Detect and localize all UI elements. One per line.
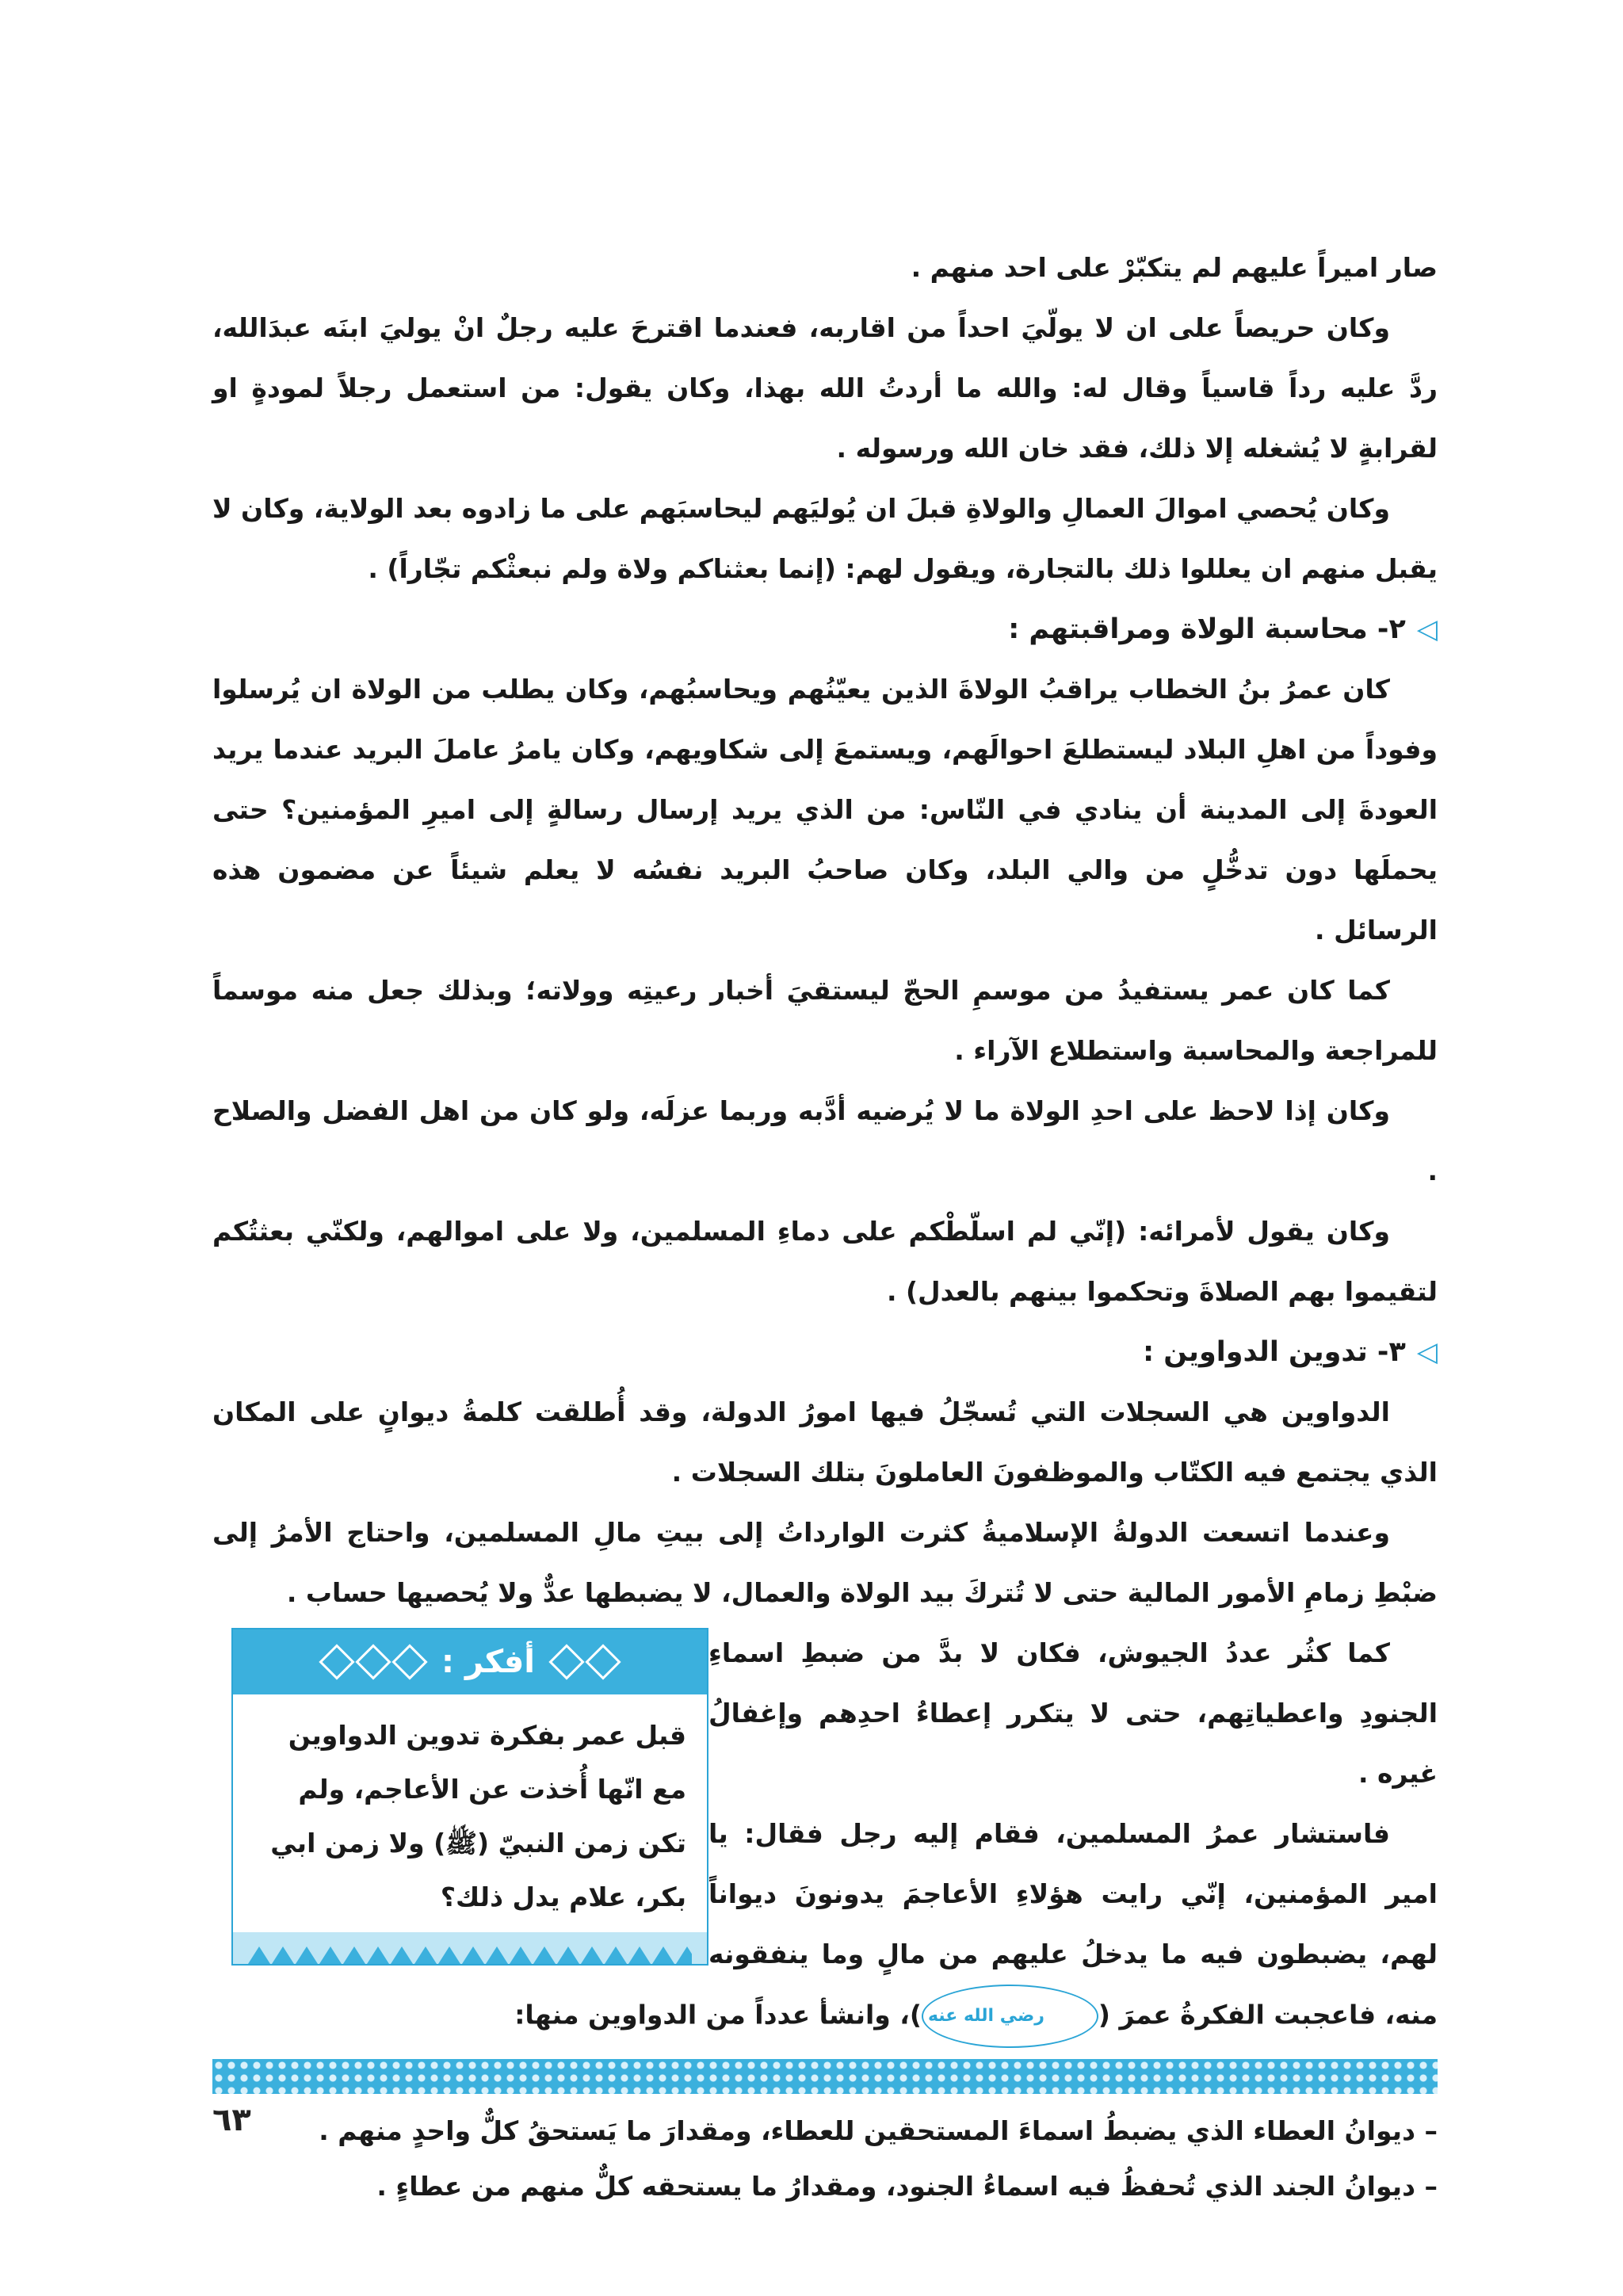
page-content (212, 238, 1438, 2214)
ponder-float-area (212, 1623, 1438, 2048)
paragraph-s2-1: كان عمرُ بنُ الخطاب يراقبُ الولاةَ الذين يعيّنُهم ويحاسبُهم، وكان يطلب من الولاة ان يُرسلوا وفوداً من اهلِ البلاد ليستطلعَ احوالَهم، ويستمعَ إلى شكاويهم، وكان يامرُ عاملَ البريد عندما يريد العودةَ إلى المدينة أن ينادي في النّاس: من الذي يريد إرسال رسالةٍ إلى اميرِ المؤمنين؟ حتى يحملَها دون تدخُّلٍ من والي البلد، وكان صاحبُ البريد نفسُه لا يعلم شيئاً عن مضمون هذه الرسائل . (212, 674, 1438, 946)
paragraph-s3-1: الدواوين هي السجلات التي تُسجّلُ فيها امورُ الدولة، وقد أُطلقت كلمةُ ديوانٍ على المكان الذي يجتمع فيه الكتّاب والموظفونَ العاملونَ بتلك السجلات . (212, 1396, 1438, 1488)
list-item: – ديوانُ العطاء الذي يضبطُ اسماءَ المستحقين للعطاء، ومقدارَ ما يَستحقُ كلٌّ واحدٍ منهم . (319, 2115, 1438, 2146)
ponder-box-header (233, 1629, 707, 1694)
paragraph-s3-4-text: فاستشار عمرُ المسلمين، فقام إليه رجل فقال: يا امير المؤمنين، إنّي رايت هؤلاءِ الأعاجمَ يدونونَ ديواناً لهم، يضبطون فيه ما يدخلُ عليهم من مالٍ وما ينفقونه منه، فاعجبت الفكرةُ عمرَ (708, 1818, 1438, 2030)
section-heading-3 (212, 1322, 1438, 1382)
list-item: – ديوانُ الجند الذي تُحفظُ فيه اسماءُ الجنود، ومقدارُ ما يستحقه كلٌّ منهم من عطاءٍ . (376, 2171, 1438, 2202)
ponder-box-text: قبل عمر بفكرة تدوين الدواوين مع انّها أُخذت عن الأعاجم، ولم تكن زمن النبيّ (ﷺ) ولا زمن ابي بكر، علام يدل ذلك؟ (270, 1720, 686, 1912)
paragraph-intro-2: وكان حريصاً على ان لا يولّيَ احداً من اقاربه، فعندما اقترحَ عليه رجلٌ انْ يوليَ ابنَه عبدَالله، ردَّ عليه رداً قاسياً وقال له: والله ما أردتُ الله بهذا، وكان يقول: من استعمل رجلاً لمودةٍ او لقرابةٍ لا يُشغله إلا ذلك، فقد خان الله ورسوله . (212, 312, 1438, 464)
ponder-box-footer (233, 1932, 707, 1964)
paragraph-s2-4: وكان يقول لأمرائه: (إنّي لم اسلّطْكم على دماءِ المسلمين، ولا على اموالهم، ولكنّي بعثتُكم لتقيموا بهم الصلاةَ وتحكموا بينهم بالعدل) . (212, 1216, 1438, 1307)
ponder-box (231, 1628, 708, 1966)
paragraph-s2-3: وكان إذا لاحظ على احدِ الولاة ما لا يُرضيه أدَّبه وربما عزلَه، ولو كان من اهل الفضل والصلاح . (212, 1095, 1438, 1186)
section-heading-3-text: ٣- تدوين الدواوين : (1143, 1336, 1406, 1368)
paragraph-s3-4-end: ، وانشأ عدداً من الدواوين منها: (514, 1999, 910, 2030)
section-heading-2 (212, 599, 1438, 659)
triangle-pattern-icon (248, 1940, 692, 1964)
page-number: ٦٣ (212, 2102, 251, 2138)
honorific-seal: رضي الله عنه (922, 1985, 1098, 2048)
paragraph-s3-4: فاستشار عمرُ المسلمين، فقام إليه رجل فقال: يا امير المؤمنين، إنّي رايت هؤلاءِ الأعاجمَ يدونونَ ديواناً لهم، يضبطون فيه ما يدخلُ عليهم من مالٍ وما ينفقونه منه، فاعجبت الفكرةُ عمرَ (رضي الله عنه)، وانشأ عدداً من الدواوين منها: (212, 1804, 1438, 2048)
paragraph-intro-1: صار اميراً عليهم لم يتكبّرْ على احد منهم . (911, 252, 1438, 283)
paragraph-intro-3: وكان يُحصي اموالَ العمالِ والولاةِ قبلَ ان يُوليَهم ليحاسبَهم على ما زادوه بعد الولاية، وكان لا يقبل منهم ان يعللوا ذلك بالتجارة، ويقول لهم: (إنما بعثناكم ولاة ولم نبعثْكم تجّاراً) . (212, 493, 1438, 584)
ponder-box-title: أفكر : (441, 1644, 535, 1680)
pointer-arrow-icon: ◁ (1416, 613, 1438, 645)
paragraph-s3-2: وعندما اتسعت الدولةُ الإسلاميةُ كثرت الوارداتُ إلى بيتِ مالِ المسلمين، واحتاج الأمرُ إلى ضبْطِ زمامِ الأمور المالية حتى لا تُتركَ بيد الولاة والعمال، لا يضبطها عدٌّ ولا يُحصيها حساب . (212, 1517, 1438, 1608)
pointer-arrow-icon: ◁ (1416, 1336, 1438, 1368)
ornament-icon (549, 1649, 621, 1675)
paragraph-s3-3: كما كثُر عددُ الجيوش، فكان لا بدَّ من ضبطِ اسماءِ الجنودِ واعطياتِهم، حتى لا يتكرر إعطاءُ احدِهم وإغفالُ غيره . (708, 1637, 1438, 1789)
paragraph-s2-2: كما كان عمر يستفيدُ من موسمِ الحجّ ليستقيَ أخبار رعيتِه وولاته؛ وبذلك جعل منه موسماً للمراجعة والمحاسبة واستطلاع الآراء . (212, 975, 1438, 1066)
section-heading-2-text: ٢- محاسبة الولاة ومراقبتهم : (1008, 613, 1406, 645)
decorative-footer-band (212, 2059, 1438, 2094)
ornament-icon (319, 1649, 427, 1675)
